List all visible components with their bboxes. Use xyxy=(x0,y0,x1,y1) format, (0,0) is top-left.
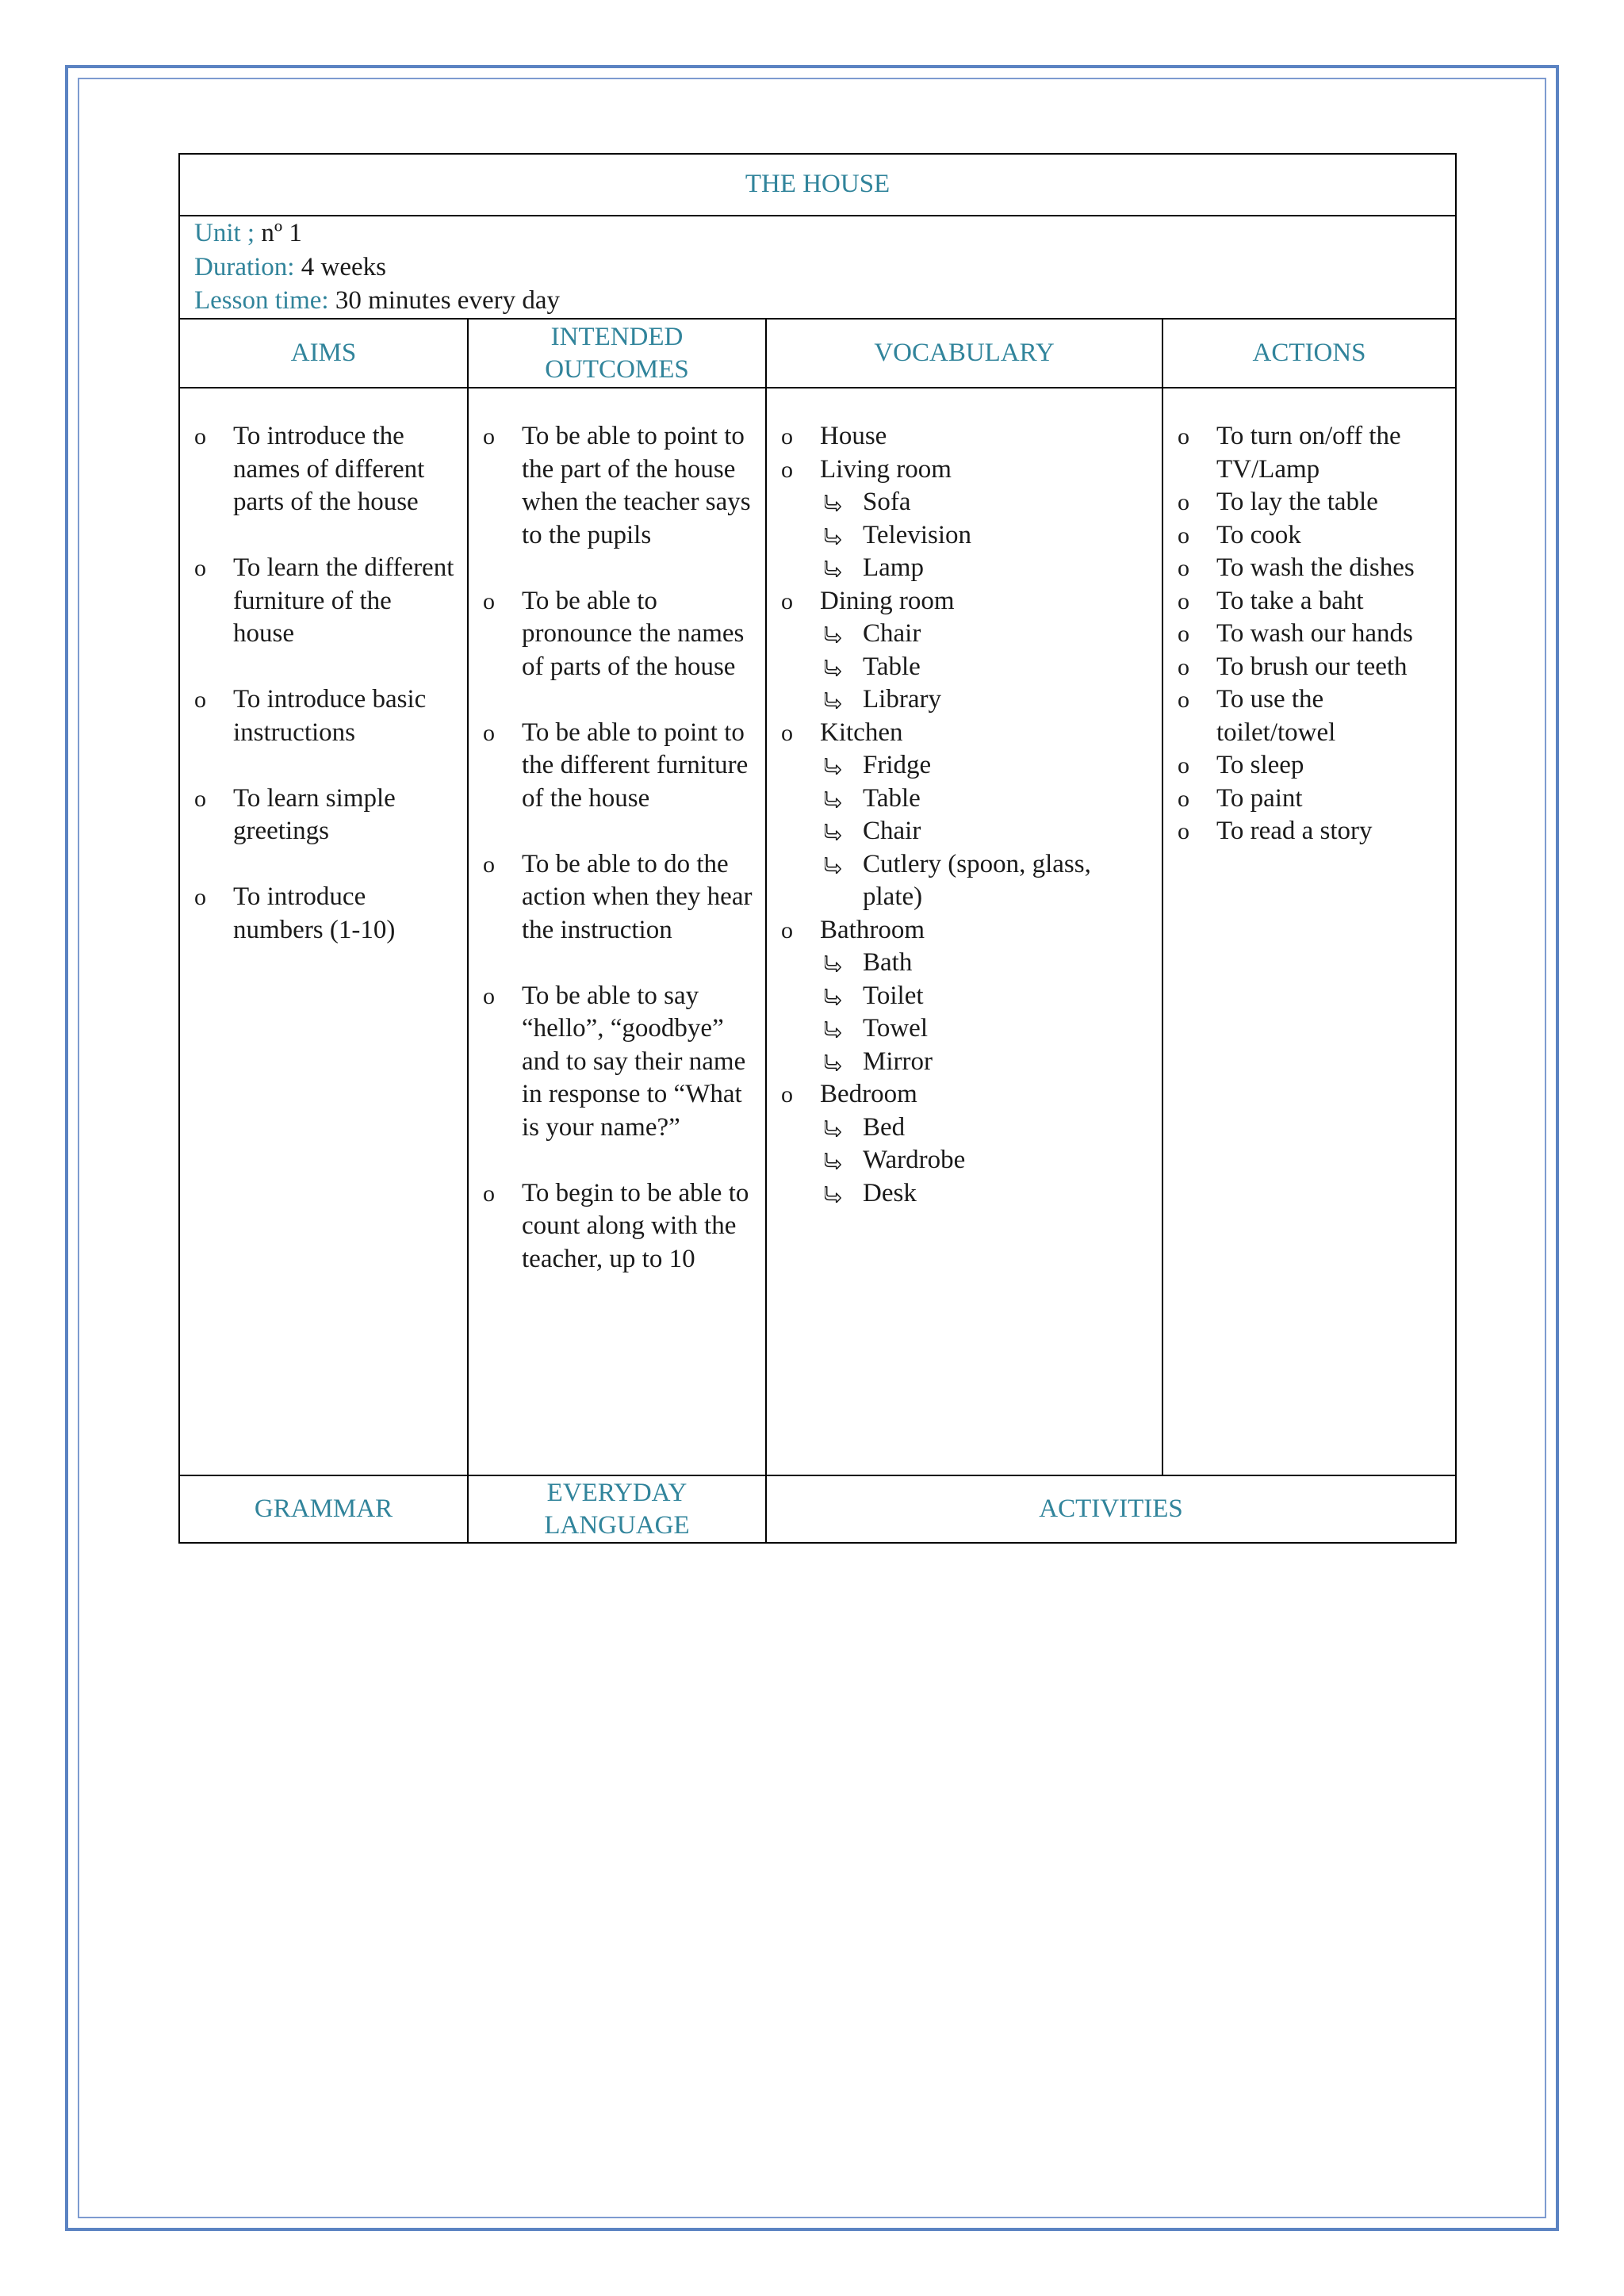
vocab-sub-item xyxy=(820,947,1154,980)
bullet-icon: o xyxy=(483,587,495,614)
vocab-sub-text: Chair xyxy=(863,817,921,845)
aim-item-text: To introduce basic instructions xyxy=(233,685,427,747)
bullet-icon: o xyxy=(194,884,206,910)
bullet-icon: o xyxy=(483,851,495,878)
action-item-text: To wash the dishes xyxy=(1216,553,1415,582)
vocab-sub-text: Towel xyxy=(863,1014,929,1043)
hook-arrow-icon xyxy=(825,527,842,545)
aim-item xyxy=(180,552,467,651)
bullet-icon: o xyxy=(483,982,495,1009)
action-item xyxy=(1163,519,1455,553)
action-item xyxy=(1163,585,1455,618)
bullet-icon: o xyxy=(1178,423,1189,450)
action-item-text: To take a baht xyxy=(1216,586,1364,615)
vocab-room-item xyxy=(767,585,1162,717)
bullet-icon: o xyxy=(483,423,495,450)
action-item xyxy=(1163,486,1455,519)
bullet-icon: o xyxy=(781,916,793,943)
aim-item-text: To learn the different furniture of the house xyxy=(233,553,454,648)
action-item xyxy=(1163,683,1455,749)
vocab-sub-text: Toilet xyxy=(863,981,924,1010)
actions-list xyxy=(1163,420,1455,848)
hook-arrow-icon xyxy=(825,1119,842,1137)
vocab-room-name: Dining room xyxy=(820,586,955,615)
outcome-item xyxy=(469,420,765,552)
bullet-icon: o xyxy=(483,719,495,746)
bullet-icon: o xyxy=(1178,752,1189,779)
vocab-room-name: Bathroom xyxy=(820,915,925,944)
vocab-sub-text: Fridge xyxy=(863,751,932,779)
vocab-room-name: House xyxy=(820,422,887,450)
vocab-sub-list xyxy=(820,486,1154,585)
action-item-text: To sleep xyxy=(1216,751,1304,779)
header-activities: ACTIVITIES xyxy=(766,1475,1456,1543)
bullet-icon: o xyxy=(1178,522,1189,549)
vocab-sub-item xyxy=(820,783,1154,816)
outcome-item xyxy=(469,585,765,684)
vocab-sub-list xyxy=(820,1112,1154,1211)
bullet-icon: o xyxy=(781,1081,793,1108)
table-title: THE HOUSE xyxy=(179,154,1456,216)
action-item xyxy=(1163,749,1455,783)
hook-arrow-icon xyxy=(825,856,842,874)
lesson-time-value: 30 minutes every day xyxy=(328,286,560,315)
lesson-time-row xyxy=(194,284,1455,318)
hook-arrow-icon xyxy=(825,757,842,775)
vocab-room-name: Living room xyxy=(820,454,952,484)
vocab-sub-text: Table xyxy=(863,652,921,681)
bullet-icon: o xyxy=(781,587,793,614)
vocab-sub-text: Bed xyxy=(863,1112,906,1142)
hook-arrow-icon xyxy=(825,1185,842,1203)
aim-item xyxy=(180,420,467,519)
action-item-text: To read a story xyxy=(1216,817,1373,845)
aim-item-text: To introduce the names of different parts of the house xyxy=(233,422,425,516)
bullet-icon: o xyxy=(781,423,793,450)
vocab-sub-item xyxy=(820,1177,1154,1211)
hook-arrow-icon xyxy=(825,659,842,676)
hook-arrow-icon xyxy=(825,691,842,709)
outcome-item-text: To be able to point to the part of the house when the teacher says to the pupils xyxy=(522,422,751,549)
vocab-room-item xyxy=(767,420,1162,453)
vocab-sub-item xyxy=(820,749,1154,783)
vocab-sub-text: Lamp xyxy=(863,553,924,582)
vocab-sub-list xyxy=(820,947,1154,1078)
header-outcomes-line2: OUTCOMES xyxy=(545,354,689,384)
vocab-sub-text: Chair xyxy=(863,619,921,648)
vocab-sub-list xyxy=(820,618,1154,717)
vocab-room-item xyxy=(767,1078,1162,1210)
header-everyday-line1: EVERYDAY xyxy=(546,1478,688,1507)
vocab-sub-item xyxy=(820,651,1154,684)
bullet-icon: o xyxy=(1178,687,1189,713)
aims-list xyxy=(180,420,467,947)
bullet-icon: o xyxy=(194,555,206,581)
vocab-room-name: Kitchen xyxy=(820,718,903,747)
bullet-icon: o xyxy=(1178,489,1189,515)
aim-item-text: To learn simple greetings xyxy=(233,783,396,845)
outcome-item-text: To be able to pronounce the names of parts of the house xyxy=(522,586,745,681)
vocab-sub-item xyxy=(820,980,1154,1013)
action-item-text: To wash our hands xyxy=(1216,619,1413,648)
duration-label: Duration: xyxy=(194,252,295,281)
aim-item xyxy=(180,783,467,848)
vocab-sub-list xyxy=(820,749,1154,914)
bullet-icon: o xyxy=(781,719,793,746)
vocab-sub-text: Sofa xyxy=(863,488,911,516)
bullet-icon: o xyxy=(1178,587,1189,614)
vocab-room-name: Bedroom xyxy=(820,1080,917,1108)
vocab-sub-item xyxy=(820,552,1154,585)
action-item xyxy=(1163,552,1455,585)
outcome-item-text: To be able to point to the different furniture of the house xyxy=(522,718,749,813)
vocab-sub-text: Desk xyxy=(863,1178,917,1207)
aims-cell xyxy=(179,388,468,1475)
vocab-sub-item xyxy=(820,683,1154,717)
bullet-icon: o xyxy=(194,423,206,450)
unit-value: nº 1 xyxy=(255,219,302,247)
header-grammar: GRAMMAR xyxy=(179,1475,468,1543)
unit-row xyxy=(194,216,1455,251)
action-item xyxy=(1163,651,1455,684)
hook-arrow-icon xyxy=(825,823,842,840)
bullet-icon: o xyxy=(1178,621,1189,647)
vocab-sub-item xyxy=(820,519,1154,553)
header-intended-outcomes xyxy=(468,319,766,388)
vocab-sub-text: Library xyxy=(863,685,941,714)
header-aims: AIMS xyxy=(179,319,468,388)
action-item-text: To use the toilet/towel xyxy=(1216,685,1336,747)
action-item xyxy=(1163,420,1455,486)
outcome-item xyxy=(469,1177,765,1276)
header-everyday-line2: LANGUAGE xyxy=(544,1510,690,1540)
vocab-sub-item xyxy=(820,848,1154,914)
duration-row xyxy=(194,251,1455,285)
vocab-sub-item xyxy=(820,815,1154,848)
header-actions: ACTIONS xyxy=(1162,319,1456,388)
outcome-item xyxy=(469,717,765,816)
outcomes-list xyxy=(469,420,765,1276)
duration-value: 4 weeks xyxy=(294,252,386,281)
outcomes-cell xyxy=(468,388,766,1475)
vocabulary-list xyxy=(767,420,1162,1210)
hook-arrow-icon xyxy=(825,1054,842,1071)
vocab-sub-item xyxy=(820,1012,1154,1046)
bullet-icon: o xyxy=(1178,555,1189,581)
header-everyday-language xyxy=(468,1475,766,1543)
action-item-text: To cook xyxy=(1216,520,1301,549)
vocab-sub-text: Table xyxy=(863,783,921,813)
outcome-item-text: To be able to say “hello”, “goodbye” and to say their name in response to “What is your name?” xyxy=(522,981,746,1142)
outcome-item-text: To begin to be able to count along with the teacher, up to 10 xyxy=(522,1178,749,1273)
outcome-item-text: To be able to do the action when they hear the instruction xyxy=(522,849,753,944)
vocab-sub-item xyxy=(820,486,1154,519)
bullet-icon: o xyxy=(1178,818,1189,844)
vocab-sub-item xyxy=(820,1112,1154,1145)
action-item-text: To turn on/off the TV/Lamp xyxy=(1216,422,1401,484)
lesson-plan-table xyxy=(178,153,1457,1544)
vocab-sub-text: Wardrobe xyxy=(863,1146,966,1174)
hook-arrow-icon xyxy=(825,494,842,511)
vocab-sub-text: Bath xyxy=(863,948,913,977)
bullet-icon: o xyxy=(1178,653,1189,680)
action-item-text: To brush our teeth xyxy=(1216,652,1408,681)
action-item xyxy=(1163,783,1455,816)
vocab-room-item xyxy=(767,717,1162,914)
header-outcomes-line1: INTENDED xyxy=(550,322,684,351)
hook-arrow-icon xyxy=(825,1152,842,1169)
vocab-sub-item xyxy=(820,1046,1154,1079)
vocab-sub-item xyxy=(820,618,1154,651)
vocab-room-item xyxy=(767,453,1162,585)
hook-arrow-icon xyxy=(825,626,842,643)
vocab-sub-item xyxy=(820,1144,1154,1177)
aim-item xyxy=(180,881,467,947)
bullet-icon: o xyxy=(483,1180,495,1207)
vocab-sub-text: Mirror xyxy=(863,1047,933,1076)
vocab-sub-text: Cutlery (spoon, glass, plate) xyxy=(863,849,1091,911)
bullet-icon: o xyxy=(1178,785,1189,812)
vocab-sub-text: Television xyxy=(863,520,971,549)
hook-arrow-icon xyxy=(825,1020,842,1038)
bullet-icon: o xyxy=(194,687,206,713)
vocabulary-cell xyxy=(766,388,1162,1475)
unit-label: Unit ; xyxy=(194,219,255,247)
aim-item-text: To introduce numbers (1-10) xyxy=(233,882,396,944)
outcome-item xyxy=(469,848,765,947)
action-item-text: To lay the table xyxy=(1216,488,1378,516)
actions-cell xyxy=(1162,388,1456,1475)
hook-arrow-icon xyxy=(825,955,842,972)
bullet-icon: o xyxy=(194,785,206,812)
hook-arrow-icon xyxy=(825,560,842,577)
bullet-icon: o xyxy=(781,456,793,483)
vocab-room-item xyxy=(767,914,1162,1079)
unit-info xyxy=(179,216,1456,319)
lesson-time-label: Lesson time: xyxy=(194,286,329,315)
header-vocabulary: VOCABULARY xyxy=(766,319,1162,388)
aim-item xyxy=(180,683,467,749)
hook-arrow-icon xyxy=(825,790,842,808)
hook-arrow-icon xyxy=(825,988,842,1005)
action-item xyxy=(1163,618,1455,651)
action-item xyxy=(1163,815,1455,848)
action-item-text: To paint xyxy=(1216,783,1303,813)
outcome-item xyxy=(469,980,765,1145)
